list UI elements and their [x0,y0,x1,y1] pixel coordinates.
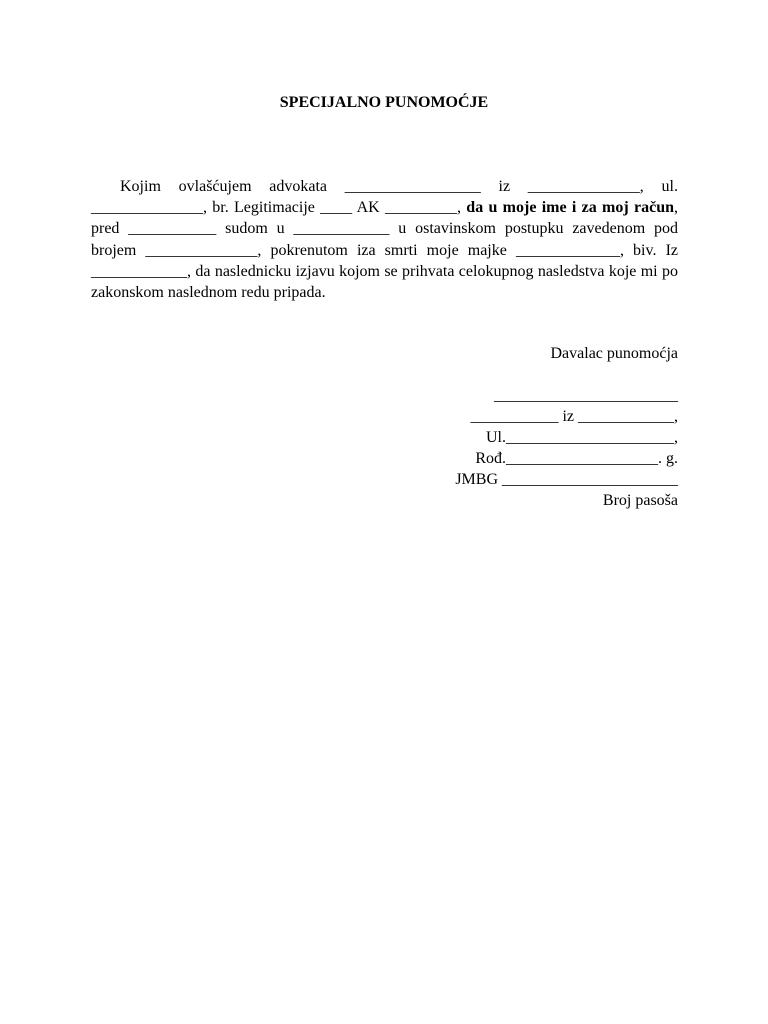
signature-block [378,343,678,511]
authorization-paragraph [91,176,678,303]
grantor-label: Davalac punomoćja [550,345,678,362]
document-title: SPECIJALNO PUNOMOĆJE [279,94,489,111]
birth-year-line: Rođ.___________________. g. [475,450,678,467]
passport-number-label: Broj pasoša [602,492,678,509]
paragraph-bold-text: da u moje ime i za moj račun [466,199,674,217]
name-city-line: ___________ iz ____________, [470,408,678,425]
paragraph-text-1: Kojim ovlašćujem advokata _________________ iz ______________, ul. ______________, br. Legitimacije ____ AK _________, [91,178,678,217]
signature-line: _______________________ [494,387,678,404]
street-line: Ul._____________________, [486,429,678,446]
jmbg-line: JMBG ______________________ [455,471,678,488]
paragraph-text-2: , pred ___________ sudom u ____________ u ostavinskom postupku zavedenom pod brojem ______________, pokrenutom iza smrti moje majke _____________, biv. Iz ____________, da naslednicku izjavu kojom se prihvata celokupnog nasledstva koje mi po zakonskom naslednom redu pripada. [91,199,678,302]
